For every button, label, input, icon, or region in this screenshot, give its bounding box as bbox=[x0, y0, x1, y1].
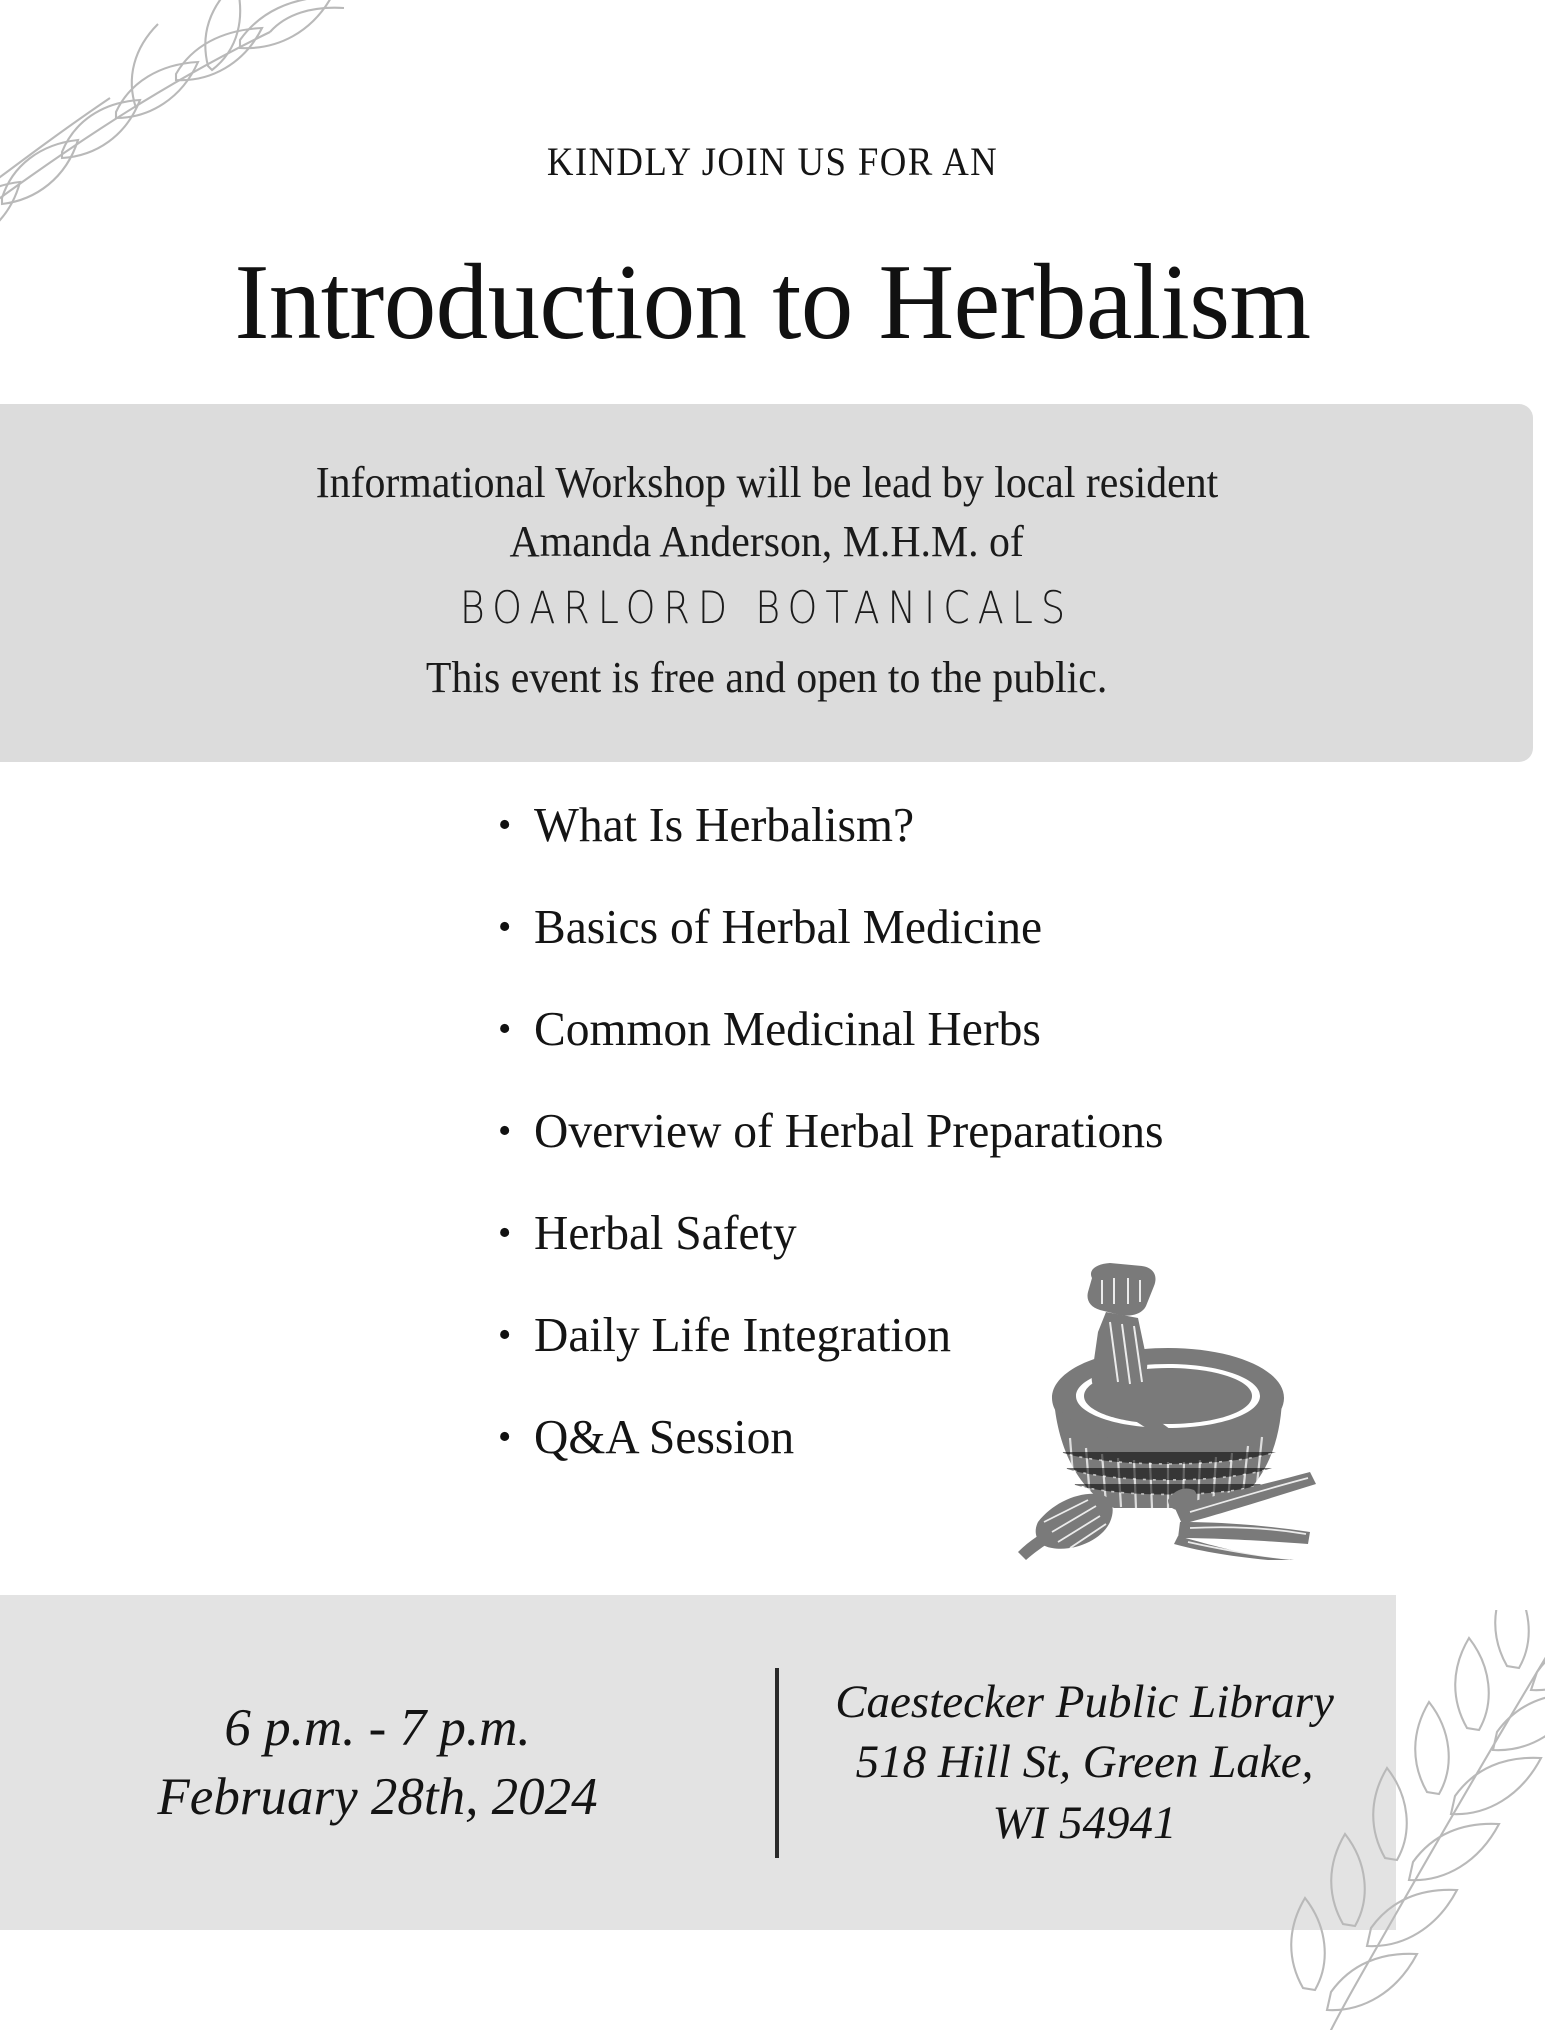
bullet-icon: • bbox=[498, 804, 512, 846]
list-item-label: Daily Life Integration bbox=[534, 1307, 952, 1362]
list-item-label: Basics of Herbal Medicine bbox=[534, 899, 1043, 954]
bullet-icon: • bbox=[498, 1416, 512, 1458]
list-item-label: Common Medicinal Herbs bbox=[534, 1001, 1041, 1056]
list-item bbox=[498, 797, 1328, 902]
bullet-icon: • bbox=[498, 1212, 512, 1254]
list-item-label: Q&A Session bbox=[534, 1409, 795, 1464]
page-title: Introduction to Herbalism bbox=[234, 243, 1311, 362]
footer-time-block bbox=[0, 1694, 775, 1832]
bullet-icon: • bbox=[498, 906, 512, 948]
leaf-branch-top-left-icon bbox=[0, 0, 410, 270]
page-eyebrow: KINDLY JOIN US FOR AN bbox=[546, 139, 999, 184]
list-item-label: Herbal Safety bbox=[534, 1205, 797, 1260]
list-item bbox=[498, 1103, 1328, 1208]
venue-street: 518 Hill St, Green Lake, bbox=[855, 1736, 1314, 1789]
brand-name: BOARLORD BOTANICALS bbox=[459, 581, 1074, 634]
bullet-icon: • bbox=[498, 1110, 512, 1152]
list-item bbox=[498, 899, 1328, 1004]
info-line-closing: This event is free and open to the public. bbox=[425, 653, 1108, 703]
venue-name: Caestecker Public Library bbox=[835, 1676, 1334, 1729]
event-time: 6 p.m. - 7 p.m. bbox=[224, 1698, 531, 1757]
info-band bbox=[0, 404, 1533, 762]
footer-venue-block bbox=[779, 1672, 1396, 1852]
bullet-icon: • bbox=[498, 1314, 512, 1356]
list-item-label: What Is Herbalism? bbox=[534, 797, 915, 852]
bullet-icon: • bbox=[498, 1008, 512, 1050]
list-item bbox=[498, 1001, 1328, 1106]
info-line-2: Amanda Anderson, M.H.M. of bbox=[509, 516, 1024, 566]
info-line-1: Informational Workshop will be lead by local resident bbox=[315, 457, 1218, 507]
mortar-and-pestle-illustration bbox=[1018, 1260, 1318, 1560]
event-date: February 28th, 2024 bbox=[157, 1767, 598, 1826]
venue-region: WI 54941 bbox=[992, 1796, 1177, 1849]
list-item-label: Overview of Herbal Preparations bbox=[534, 1103, 1164, 1158]
footer-band bbox=[0, 1595, 1396, 1930]
